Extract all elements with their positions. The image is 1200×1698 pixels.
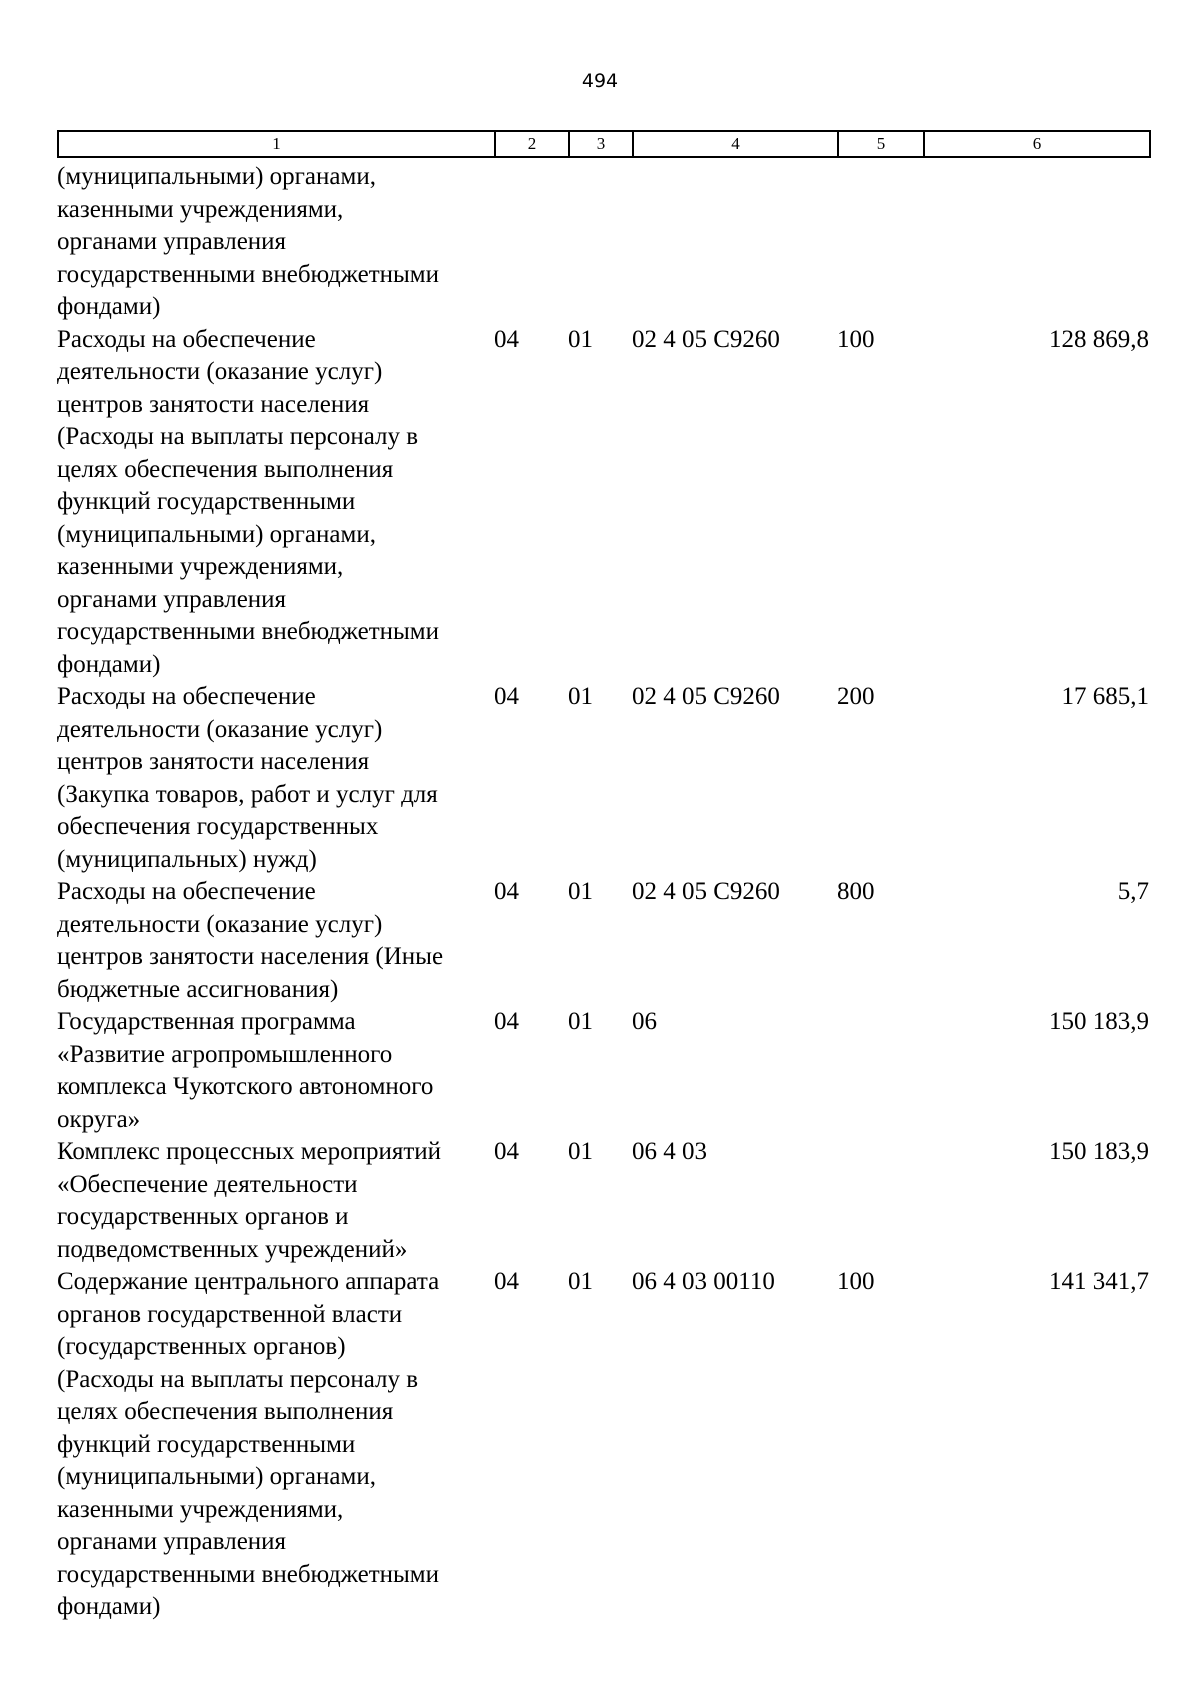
expense-type-code: 800 (837, 878, 875, 905)
subsection-code: 01 (568, 325, 593, 353)
section-code: 04 (494, 878, 519, 905)
expense-type-code: 100 (837, 1268, 875, 1295)
table-row (57, 1266, 1149, 1624)
column-header-5: 5 (838, 131, 924, 157)
subsection-code: 01 (568, 1008, 593, 1035)
target-article-code: 06 (632, 1008, 657, 1035)
table-row (57, 324, 1149, 682)
target-article-code: 02 4 05 С9260 (632, 325, 780, 353)
budget-table-body (57, 161, 1149, 1624)
target-article-code: 06 4 03 (632, 1138, 707, 1165)
column-header-2: 2 (495, 131, 569, 157)
amount: 128 869,8 (1049, 325, 1149, 353)
expense-type-code: 100 (837, 325, 875, 353)
amount: 150 183,9 (1049, 1008, 1149, 1035)
section-code: 04 (494, 325, 519, 353)
table-row (57, 876, 1149, 1006)
expense-name: Расходы на обеспечение деятельности (оказание услуг) центров занятости населения (Закупка товаров, работ и услуг для обеспечения государственных (муниципальных) нужд) (57, 683, 438, 873)
amount: 141 341,7 (1049, 1268, 1149, 1295)
expense-name: Расходы на обеспечение деятельности (оказание услуг) центров занятости населения (Иные бюджетные ассигнования) (57, 878, 444, 1003)
section-code: 04 (494, 683, 519, 710)
column-header-6: 6 (924, 131, 1150, 157)
expense-name: Комплекс процессных мероприятий «Обеспечение деятельности государственных органов и подведомственных учреждений» (57, 1138, 442, 1263)
table-row (57, 681, 1149, 876)
target-article-code: 06 4 03 00110 (632, 1268, 775, 1295)
subsection-code: 01 (568, 1138, 593, 1165)
table-row (57, 1136, 1149, 1266)
subsection-code: 01 (568, 878, 593, 905)
expense-name: (муниципальными) органами, казенными учреждениями, органами управления государственными внебюджетными фондами) (57, 163, 440, 320)
table-row (57, 161, 1149, 324)
target-article-code: 02 4 05 С9260 (632, 683, 780, 710)
page-number: 494 (581, 70, 619, 92)
column-header-3: 3 (569, 131, 633, 157)
amount: 150 183,9 (1049, 1138, 1149, 1165)
expense-type-code: 200 (837, 683, 875, 710)
section-code: 04 (494, 1138, 519, 1165)
expense-name: Расходы на обеспечение деятельности (оказание услуг) центров занятости населения (Расходы на выплаты персоналу в целях обеспечения выполнения функций государственными (муниципальными) органами, казенными учреждениями, органами управления государственными внебюджетными фондами) (57, 325, 440, 678)
subsection-code: 01 (568, 683, 593, 710)
section-code: 04 (494, 1268, 519, 1295)
section-code: 04 (494, 1008, 519, 1035)
expense-name: Содержание центрального аппарата органов государственной власти (государственных органов) (Расходы на выплаты персоналу в целях обеспечения выполнения функций государственными (муниципальными) органами, казенными учреждениями, органами управления государственными внебюджетными фондами) (57, 1268, 440, 1620)
amount: 17 685,1 (1061, 683, 1149, 710)
target-article-code: 02 4 05 С9260 (632, 878, 780, 905)
column-header-1: 1 (58, 131, 495, 157)
expense-name: Государственная программа «Развитие агропромышленного комплекса Чукотского автономного округа» (57, 1008, 434, 1133)
column-header-4: 4 (633, 131, 838, 157)
column-header-row (57, 130, 1151, 158)
table-row (57, 1006, 1149, 1136)
subsection-code: 01 (568, 1268, 593, 1295)
amount: 5,7 (1117, 878, 1149, 905)
